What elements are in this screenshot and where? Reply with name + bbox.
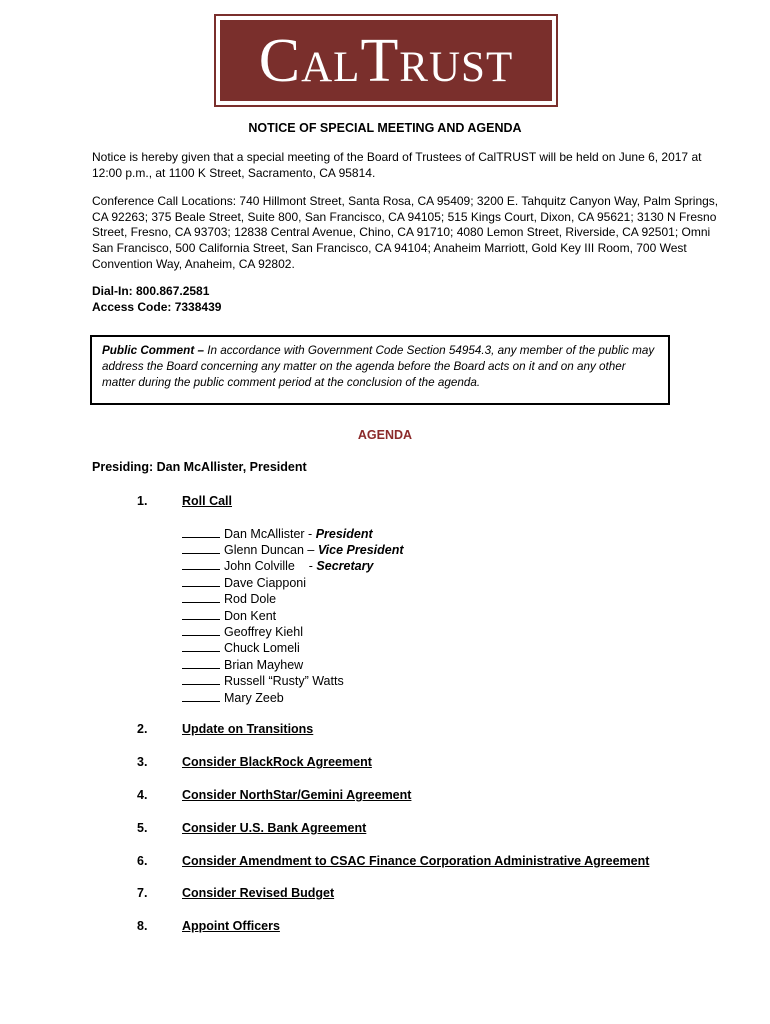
member-name: Dave Ciapponi bbox=[224, 576, 306, 590]
signature-blank bbox=[182, 689, 220, 702]
member-name: Geoffrey Kiehl bbox=[224, 625, 303, 639]
signature-blank bbox=[182, 525, 220, 538]
presiding: Presiding: Dan McAllister, President bbox=[92, 460, 307, 474]
roll-call-entry bbox=[182, 607, 276, 624]
public-comment-label: Public Comment – bbox=[102, 344, 204, 357]
item-title-csac: Consider Amendment to CSAC Finance Corporation Administrative Agreement bbox=[182, 854, 650, 868]
roll-call-entry bbox=[182, 672, 344, 689]
signature-blank bbox=[182, 607, 220, 620]
roll-call-entry bbox=[182, 525, 373, 542]
item-title-roll-call: Roll Call bbox=[182, 494, 233, 508]
roll-call-entry bbox=[182, 541, 404, 558]
notice-paragraph: Notice is hereby given that a special meeting of the Board of Trustees of CalTRUST will be held on June 6, 2017 at 12:00 p.m., at 1100 K Street, Sacramento, CA 95814. bbox=[92, 150, 702, 180]
conference-locations: Conference Call Locations: 740 Hillmont Street, Santa Rosa, CA 95409; 3200 E. Tahquitz Canyon Way, Palm Springs, CA 92263; 375 Beale Street, Suite 800, San Francisco, CA 94105; 515 Kings Court, Dixon, CA 95621; 3130 N Fresno Street, Fresno, CA 93703; 12838 Central Avenue, Chino, CA 91710; 4080 Lemon Street, Riverside, CA 92501; Omni San Francisco, 500 California Street, San Francisco, CA 94104; Anaheim Marriott, Gold Key III Room, 700 West Convention Way, Anaheim, CA 92802. bbox=[92, 194, 719, 271]
item-number: 7. bbox=[137, 886, 148, 900]
member-name: Brian Mayhew bbox=[224, 658, 304, 672]
item-number: 1. bbox=[137, 494, 148, 508]
page-title: NOTICE OF SPECIAL MEETING AND AGENDA bbox=[248, 121, 522, 135]
caltrust-logo bbox=[214, 14, 558, 107]
member-name: Don Kent bbox=[224, 609, 277, 623]
item-number: 5. bbox=[137, 821, 148, 835]
roll-call-entry bbox=[182, 656, 303, 673]
access-code: Access Code: 7338439 bbox=[92, 300, 222, 314]
roll-call-entry bbox=[182, 590, 276, 607]
member-name: Mary Zeeb bbox=[224, 691, 284, 705]
member-name: Rod Dole bbox=[224, 592, 277, 606]
item-title-transitions: Update on Transitions bbox=[182, 722, 314, 736]
member-name: Dan McAllister - bbox=[224, 527, 316, 541]
item-number: 4. bbox=[137, 788, 148, 802]
roll-call-entry bbox=[182, 623, 303, 640]
member-name: Glenn Duncan – bbox=[224, 543, 318, 557]
roll-call-entry bbox=[182, 639, 300, 656]
item-title-budget: Consider Revised Budget bbox=[182, 886, 335, 900]
item-title-us-bank: Consider U.S. Bank Agreement bbox=[182, 821, 367, 835]
logo-banner bbox=[220, 20, 552, 101]
signature-blank bbox=[182, 639, 220, 652]
signature-blank bbox=[182, 656, 220, 669]
roll-call-entry bbox=[182, 557, 373, 574]
signature-blank bbox=[182, 541, 220, 554]
item-title-northstar: Consider NorthStar/Gemini Agreement bbox=[182, 788, 412, 802]
item-title-blackrock: Consider BlackRock Agreement bbox=[182, 755, 372, 769]
member-name: Chuck Lomeli bbox=[224, 641, 300, 655]
item-title-officers: Appoint Officers bbox=[182, 919, 280, 933]
member-name: John Colville - bbox=[224, 559, 317, 573]
item-number: 8. bbox=[137, 919, 148, 933]
signature-blank bbox=[182, 672, 220, 685]
dial-in: Dial-In: 800.867.2581 bbox=[92, 284, 210, 298]
signature-blank bbox=[182, 574, 220, 587]
signature-blank bbox=[182, 557, 220, 570]
signature-blank bbox=[182, 590, 220, 603]
member-name: Russell “Rusty” Watts bbox=[224, 674, 344, 688]
item-number: 2. bbox=[137, 722, 148, 736]
member-role: Secretary bbox=[316, 559, 374, 573]
member-role: President bbox=[315, 527, 373, 541]
agenda-heading: AGENDA bbox=[357, 428, 413, 442]
item-number: 3. bbox=[137, 755, 148, 769]
item-number: 6. bbox=[137, 854, 148, 868]
roll-call-entry bbox=[182, 689, 284, 706]
public-comment-box bbox=[90, 335, 670, 405]
member-role: Vice President bbox=[317, 543, 404, 557]
public-comment-text: In accordance with Government Code Section 54954.3, any member of the public may address the Board concerning any matter on the agenda before the Board acts on it and on any other matter during the public comment period at the conclusion of the agenda. bbox=[102, 344, 655, 389]
signature-blank bbox=[182, 623, 220, 636]
roll-call-entry bbox=[182, 574, 306, 591]
logo-text: CalTrust bbox=[258, 26, 514, 95]
